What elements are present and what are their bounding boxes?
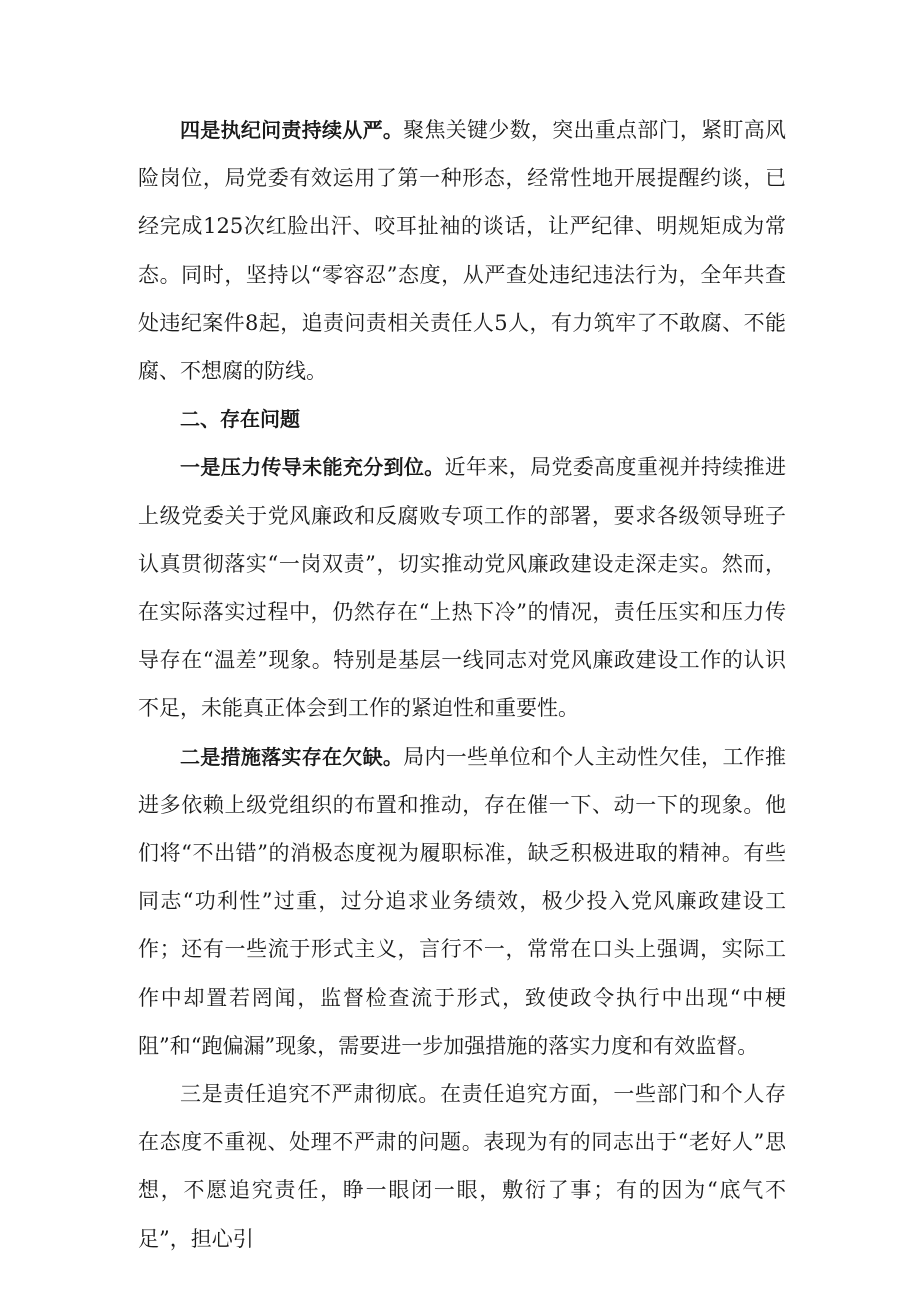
paragraph-text: 聚焦关键少数，突出重点部门，紧盯高风险岗位，局党委有效运用了第一种形态，经常性地开展提醒约谈，已经完成125次红脸出汗、咬耳扯袖的谈话，让严纪律、明规矩成为常态。同时，坚持以“零容忍”态度，从严查处违纪违法行为，全年共查处违纪案件8起，追责问责相关责任人5人，有力筑牢了不敢腐、不能腐、不想腐的防线。 bbox=[138, 118, 787, 384]
paragraph-lead: 一是压力传导未能充分到位。 bbox=[180, 455, 445, 480]
paragraph-lead: 二是措施落实存在欠缺。 bbox=[180, 744, 404, 769]
document-body bbox=[138, 106, 786, 1263]
paragraph-lead: 四是执纪问责持续从严。 bbox=[180, 118, 404, 142]
paragraph-text: 三是责任追究不严肃彻底。在责任追究方面，一些部门和个人存在态度不重视、处理不严肃的问题。表现为有的同志出于“老好人”思想，不愿追究责任，睁一眼闭一眼，敷衍了事；有的因为“底气不足”，担心引 bbox=[138, 1082, 786, 1251]
paragraph-accountability bbox=[138, 1070, 786, 1263]
paragraph-pressure-transmission bbox=[138, 443, 786, 732]
section-heading-existing-problems: 二、存在问题 bbox=[180, 407, 300, 432]
paragraph-text: 局内一些单位和个人主动性欠佳，工作推进多依赖上级党组织的布置和推动，存在催一下、动一下的现象。他们将“不出错”的消极态度视为履职标准，缺乏积极进取的精神。有些同志“功利性”过重，过分追求业务绩效，极少投入党风廉政建设工作；还有一些流于形式主义，言行不一，常常在口头上强调，实际工作中却置若罔闻，监督检查流于形式，致使政令执行中出现“中梗阻”和“跑偏漏”现象，需要进一步加强措施的落实力度和有效监督。 bbox=[138, 744, 787, 1058]
paragraph-text: 近年来，局党委高度重视并持续推进上级党委关于党风廉政和反腐败专项工作的部署，要求各级领导班子认真贯彻落实“一岗双责”，切实推动党风廉政建设走深走实。然而，在实际落实过程中，仍然存在“上热下冷”的情况，责任压实和压力传导存在“温差”现象。特别是基层一线同志对党风廉政建设工作的认识不足，未能真正体会到工作的紧迫性和重要性。 bbox=[138, 455, 787, 721]
paragraph-discipline-accountability bbox=[138, 106, 786, 395]
paragraph-measures-implementation bbox=[138, 733, 786, 1070]
